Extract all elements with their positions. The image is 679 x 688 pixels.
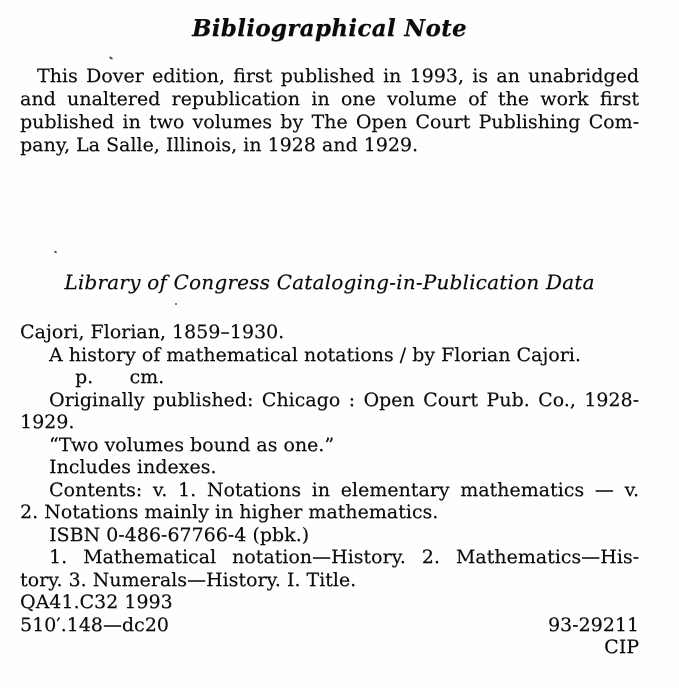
note-line-1: This Dover edition, first published in 1993, is an unabridged [37,65,639,87]
cip-dewey-lccn-line [20,614,639,637]
cip-lc-call-number-line: QA41.C32 1993 [20,591,173,613]
cip-contents-continuation: 2. Notations mainly in higher mathematics. [20,501,439,523]
cip-isbn-line: ISBN 0-486-67766-4 (pbk.) [49,523,310,546]
cip-pagination-line: p. cm. [75,366,165,388]
bibliographical-note-heading: Bibliographical Note [192,15,467,42]
cip-label: CIP [604,636,639,658]
cip-indexes-note-line: Includes indexes. [49,456,217,478]
cip-author-line: Cajori, Florian, 1859–1930. [20,321,285,343]
scan-speck [175,303,177,305]
note-line-4: pany, La Salle, Illinois, in 1928 and 1929. [20,134,419,156]
dewey-number: 510′.148—dc20 [20,613,169,636]
lccn-number: 93-29211 [547,613,639,636]
note-line-3: published in two volumes by The Open Court Publishing Com- [20,111,639,133]
note-line-2: and unaltered republication in one volume of the work first [20,88,639,110]
cip-subjects-line: 1. Mathematical notation—History. 2. Mathematics—His- [49,546,639,568]
cip-volumes-note-line: “Two volumes bound as one.” [49,433,335,456]
cip-originally-published-continuation: 1929. [20,411,75,433]
lc-cataloging-heading: Library of Congress Cataloging-in-Publication Data [64,270,595,294]
cip-record [20,321,639,659]
cip-subjects-continuation: tory. 3. Numerals—History. I. Title. [20,568,357,591]
cip-contents-line: Contents: v. 1. Notations in elementary mathematics — v. [49,478,639,501]
dover-edition-paragraph [20,65,639,157]
cip-title-line: A history of mathematical notations / by Florian Cajori. [49,343,581,366]
cip-originally-published-line: Originally published: Chicago : Open Court Pub. Co., 1928- [49,388,639,411]
